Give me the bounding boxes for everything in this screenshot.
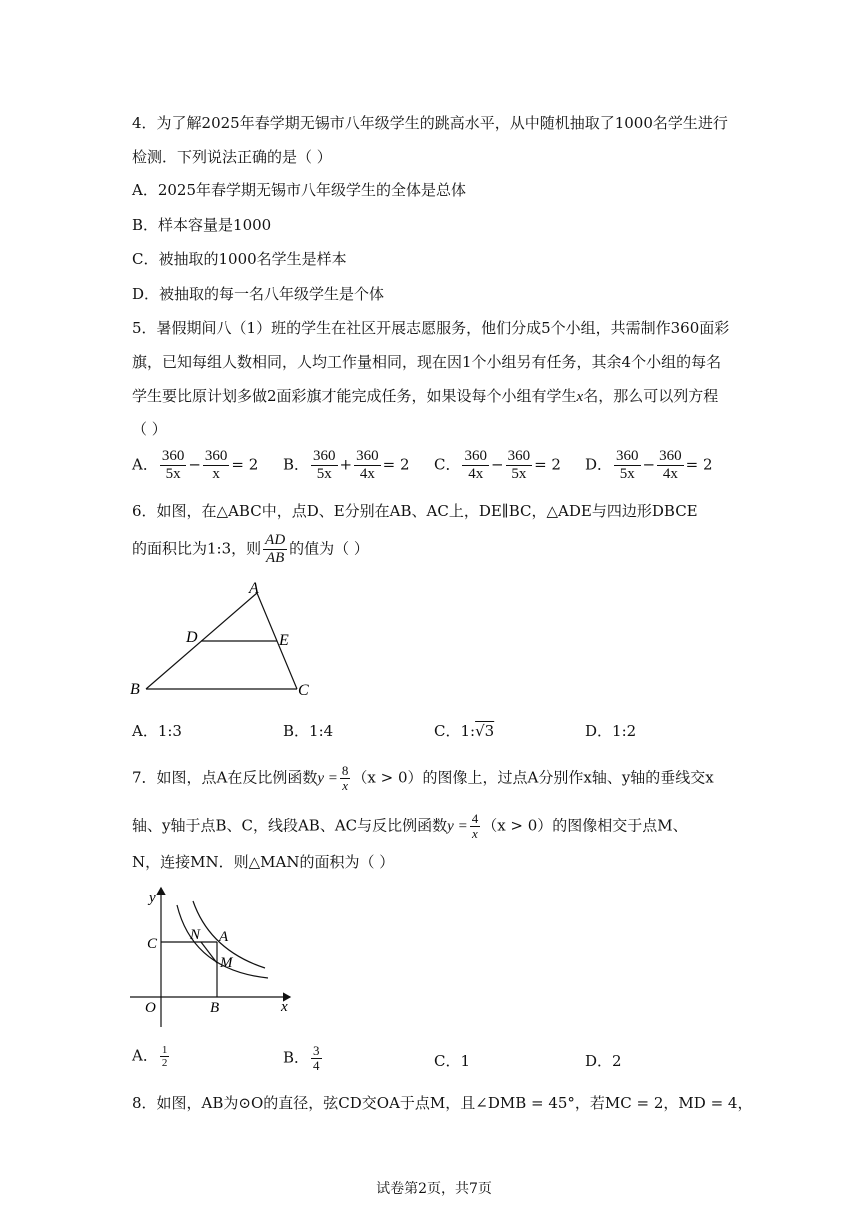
operator: −	[490, 455, 504, 474]
q5-option-c	[434, 448, 561, 483]
q4-stem-line1: 4．为了解2025年春学期无锡市八年级学生的跳高水平，从中随机抽取了1000名学生进行	[132, 114, 728, 132]
q6-stem-line1: 6．如图，在△ABC中，点D、E分别在AB、AC上，DE∥BC，△ADE与四边形DBCE	[132, 502, 698, 520]
vertex-b-label: B	[130, 681, 140, 698]
q5-option-d	[585, 448, 713, 483]
q4-option-b: B．样本容量是1000	[132, 216, 272, 234]
q5-stem-line2: 旗，已知每组人数相同，人均工作量相同，现在因1个小组另有任务，其余4个小组的每名	[132, 353, 722, 371]
frac-num: 1	[161, 1044, 168, 1056]
axis-y-label: y	[149, 890, 156, 906]
point-e-label: E	[279, 632, 289, 649]
q5-var-x: x	[576, 389, 584, 405]
frac-num: 360	[313, 448, 336, 464]
option-label: C．	[434, 455, 461, 474]
q7-stem-line3: N，连接MN．则△MAN的面积为（ ）	[132, 853, 395, 871]
vertex-a-label: A	[249, 580, 259, 597]
frac-den: 2	[161, 1057, 168, 1069]
operator: +	[339, 455, 353, 474]
q7-option-c: C．1	[434, 1052, 471, 1070]
frac-num: 360	[616, 448, 639, 464]
option-label: B．	[283, 1048, 310, 1067]
equals: = 2	[231, 455, 259, 474]
equals: = 2	[534, 455, 561, 474]
triangle-diagram	[125, 575, 325, 700]
q4-option-d: D．被抽取的每一名八年级学生是个体	[132, 285, 385, 303]
frac-num: 360	[161, 448, 185, 464]
frac-num: 360	[659, 448, 682, 464]
q5-stem-line1: 5．暑假期间八（1）班的学生在社区开展志愿服务，他们分成5个小组，共需制作360面彩	[132, 319, 730, 337]
equals: = 2	[685, 455, 713, 474]
q7-option-b	[283, 1044, 324, 1073]
frac-den: 5x	[316, 466, 332, 482]
option-c-text: C．1:	[434, 722, 476, 740]
frac-num: 360	[464, 448, 487, 464]
option-label: A．	[132, 1046, 158, 1065]
q7-line2-post: （x > 0）的图像相交于点M、	[482, 816, 688, 835]
q6-option-d: D．1:2	[585, 722, 637, 740]
origin-label: O	[145, 1000, 156, 1016]
q7-stem-line2	[132, 812, 688, 841]
q7-option-d: D．2	[585, 1052, 622, 1070]
point-d-label: D	[186, 629, 198, 646]
q5-line3-pre: 学生要比原计划多做2面彩旗才能完成任务，如果设每个小组有学生	[132, 387, 577, 405]
frac-den: 4x	[359, 466, 375, 482]
frac-den: x	[472, 826, 478, 841]
q4-option-a: A．2025年春学期无锡市八年级学生的全体是总体	[132, 181, 467, 199]
q6-option-c	[434, 720, 494, 742]
option-label: B．	[283, 455, 310, 474]
frac-num: 360	[204, 448, 228, 464]
operator: −	[188, 455, 201, 474]
frac-den: 5x	[165, 466, 181, 482]
q4-option-c: C．被抽取的1000名学生是样本	[132, 250, 347, 268]
frac-den: 5x	[619, 466, 635, 482]
q6-line2-post: 的值为（ ）	[289, 539, 369, 558]
q5-option-b	[283, 448, 410, 483]
frac-den: x	[342, 778, 349, 793]
q7-line1-post: （x > 0）的图像上，过点A分别作x轴、y轴的垂线交x	[352, 768, 714, 787]
point-m-label: M	[220, 955, 233, 971]
point-n-label: N	[190, 927, 201, 943]
equals: = 2	[382, 455, 410, 474]
q7-line2-pre: 轴、y轴于点B、C，线段AB、AC与反比例函数	[132, 816, 448, 835]
point-a-label: A	[219, 929, 229, 945]
frac-num: AD	[265, 532, 286, 548]
frac-den: 4x	[662, 466, 678, 482]
q6-line2-pre: 的面积比为1:3，则	[132, 539, 262, 558]
function-y: y =	[447, 818, 468, 835]
frac-den: x	[212, 466, 220, 482]
frac-num: 360	[507, 448, 531, 464]
q5-stem-line3	[132, 385, 718, 408]
function-y: y =	[317, 770, 338, 787]
q5-line3-post: 名，那么可以列方程	[583, 387, 719, 405]
frac-num: 360	[356, 448, 379, 464]
frac-num: 8	[341, 763, 349, 778]
page-footer: 试卷第2页，共7页	[376, 1181, 492, 1197]
operator: −	[642, 455, 656, 474]
q5-option-a	[132, 448, 258, 483]
q4-stem-line2: 检测．下列说法正确的是（ ）	[132, 148, 332, 166]
sqrt-three: √3	[475, 722, 495, 740]
frac-den: 5x	[511, 466, 527, 482]
q6-option-a: A．1:3	[132, 722, 182, 740]
axis-x-label: x	[281, 999, 288, 1015]
vertex-c-label: C	[298, 682, 309, 699]
q6-option-b: B．1:4	[283, 722, 334, 740]
option-label: A．	[132, 455, 158, 474]
point-c-label: C	[147, 936, 158, 952]
q7-line1-pre: 7．如图，点A在反比例函数	[132, 768, 318, 787]
coordinate-diagram	[125, 880, 300, 1035]
frac-num: 4	[471, 811, 479, 826]
q6-stem-line2	[132, 532, 369, 567]
q5-stem-line4: （ ）	[132, 420, 167, 438]
frac-den: AB	[265, 550, 285, 566]
frac-num: 3	[313, 1043, 320, 1058]
q7-stem-line1	[132, 764, 714, 793]
frac-den: 4	[313, 1058, 320, 1073]
frac-den: 4x	[468, 466, 484, 482]
q8-stem-line1: 8．如图，AB为⊙O的直径，弦CD交OA于点M，且∠DMB = 45°，若MC = 2，MD = 4，	[132, 1094, 753, 1112]
option-label: D．	[585, 455, 613, 474]
q7-option-a	[132, 1044, 171, 1069]
point-b-label: B	[210, 1000, 220, 1016]
